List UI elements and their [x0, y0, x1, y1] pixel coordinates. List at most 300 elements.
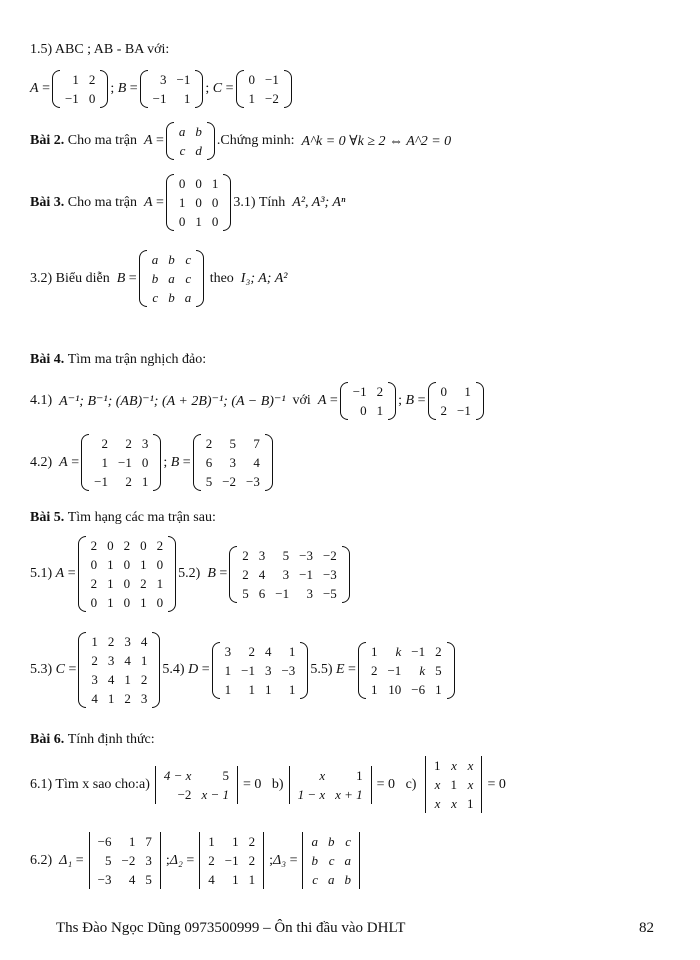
- matrix-cell: −1: [352, 384, 367, 399]
- matrix-cell: 1: [211, 176, 219, 191]
- matrix-cell: 4: [128, 872, 136, 887]
- matrix-cell: 1: [288, 681, 296, 697]
- matrix-cell: 0: [195, 195, 202, 210]
- matrix-cell: 1: [370, 681, 378, 697]
- exercise-5: [30, 510, 216, 526]
- matrix-cell: 1: [248, 681, 255, 697]
- exercise-5-3-to-5-5: 5.3) C = 1 2 3 4 2 3 4 1 3 4 1 2 4 1 2 3 5.4) D = 3 2 4 1 1 −1 3 −3 1 1 1 1 5.5) E = 1 k −1 2 2 −1 k 5 1 10 −6 1: [30, 632, 457, 708]
- matrix-row: [159, 785, 234, 804]
- determinant-bar-right: [371, 766, 372, 804]
- matrix-cells: [174, 122, 207, 160]
- matrix-cell: 2: [140, 672, 148, 687]
- matrix-cell: 4: [208, 872, 215, 887]
- matrix-bracket-right: [153, 434, 161, 491]
- matrix-cell: 2: [242, 566, 249, 582]
- exercise-3-1-text: 3.1) Tính: [233, 194, 286, 210]
- matrix-cell: 2: [208, 853, 215, 868]
- matrix-cell: 0: [178, 176, 186, 191]
- matrix-cell: 2: [125, 474, 132, 489]
- matrix-cell: 1: [124, 672, 131, 687]
- matrix-cell: 3: [107, 653, 115, 668]
- matrix-cell: 0: [440, 384, 447, 399]
- matrix-cell: −1: [265, 72, 279, 87]
- matrix-cell: 1: [107, 595, 114, 610]
- matrix-bracket-right: [168, 536, 176, 612]
- delta-2-name: Δ₂: [169, 852, 183, 868]
- determinant-bar-left: [425, 756, 426, 813]
- matrix-row: [174, 122, 207, 141]
- matrix-cell: 2: [124, 691, 131, 706]
- matrix-cell: x − 1: [201, 786, 229, 802]
- matrix-D-5-4: [212, 642, 309, 699]
- matrix-cell: 2: [123, 538, 131, 553]
- matrix-bracket-right: [300, 642, 308, 699]
- determinant-delta-1: [86, 832, 164, 889]
- matrix-cell: 2: [248, 853, 256, 868]
- exercise-6-1: [30, 756, 506, 813]
- exercise-1-5-matrices: A = 1 2 −1 0 ; B = 3 −1 −1 1 ; C = 0 −1 1 −2: [30, 70, 294, 108]
- matrix-row: [60, 70, 100, 89]
- matrix-bracket-right: [265, 434, 273, 491]
- matrix-cell: −1: [224, 853, 239, 868]
- matrix-row: [306, 870, 356, 889]
- matrix-cell: 2: [205, 436, 213, 451]
- matrix-row: [429, 775, 479, 794]
- matrix-cell: 2: [88, 72, 96, 87]
- matrix-cell: 1: [156, 576, 164, 591]
- matrix-cell: 3: [141, 436, 149, 451]
- matrix-E-5-5: [358, 642, 455, 699]
- matrix-cell: 2: [248, 834, 256, 849]
- matrix-bracket-left: [229, 546, 237, 603]
- equals-zero-b: = 0: [376, 776, 396, 792]
- matrix-row: [220, 642, 301, 661]
- matrix-cell: −1: [457, 403, 471, 418]
- matrix-row: [60, 89, 100, 108]
- matrix-C-5-3: [78, 632, 160, 708]
- matrix-cell: −1: [94, 474, 108, 489]
- matrix-cell: 7: [145, 834, 152, 849]
- matrix-cell: −2: [177, 786, 192, 802]
- matrix-row: [306, 851, 356, 870]
- matrix-bracket-right: [100, 70, 108, 108]
- matrix-cell: 3: [145, 853, 152, 868]
- matrix-cell: x: [319, 767, 326, 783]
- exercise-2-text: Cho ma trận: [67, 133, 137, 148]
- matrix-cell: 1: [183, 91, 191, 106]
- equals-zero-a: = 0: [242, 776, 262, 792]
- exercise-3-1-powers: A², A³; Aⁿ: [292, 194, 346, 210]
- matrix-bracket-left: [139, 250, 147, 307]
- matrix-cells: [306, 832, 356, 889]
- matrix-cell: 0: [211, 214, 219, 229]
- matrix-cell: −1: [64, 91, 79, 106]
- matrix-cell: 3: [124, 634, 131, 649]
- matrix-cells: [244, 70, 284, 108]
- matrix-cell: 5: [242, 585, 249, 601]
- matrix-cell: a: [151, 252, 159, 267]
- matrix-cell: 3: [282, 566, 290, 582]
- matrix-bracket-left: [81, 434, 89, 491]
- matrix-cell: 4: [264, 643, 272, 659]
- exercise-2-claim: .Chứng minh:: [216, 133, 295, 148]
- matrix-cell: 5: [222, 767, 229, 783]
- matrix-row: [147, 250, 197, 269]
- matrix-cell: −1: [241, 662, 255, 678]
- exercise-3-2-expr: I₃; A; A²: [240, 270, 288, 286]
- matrix-cell: 2: [101, 436, 108, 451]
- matrix-cell: a: [168, 271, 175, 286]
- exercise-4: [30, 352, 206, 368]
- matrix-cell: 6: [205, 455, 213, 470]
- determinant-bar-right: [263, 832, 264, 889]
- matrix-cell: a: [327, 872, 335, 887]
- matrix-cell: a: [184, 290, 192, 305]
- matrix-cell: 2: [248, 643, 255, 659]
- matrix-cell: c: [345, 834, 351, 849]
- matrix-row: [348, 382, 388, 401]
- matrix-cell: x: [434, 777, 441, 792]
- matrix-A-4-2: [81, 434, 161, 491]
- matrix-cells: [348, 382, 388, 420]
- matrix-row: [86, 632, 152, 651]
- matrix-row: [86, 670, 152, 689]
- matrix-cells: [220, 642, 301, 699]
- exercise-4-1-voi: với: [292, 393, 311, 408]
- determinant-bar-right: [160, 832, 161, 889]
- determinant-delta-3: [299, 832, 363, 889]
- matrix-cell: 2: [125, 436, 132, 451]
- matrix-cell: b: [168, 252, 175, 267]
- matrix-cell: 0: [140, 538, 147, 553]
- delta-1-name: Δ₁: [59, 852, 73, 868]
- exercise-5-title: Bài 5.: [30, 510, 65, 525]
- matrix-cell: b: [311, 853, 318, 868]
- matrix-row: [436, 401, 476, 420]
- matrix-bracket-left: [166, 174, 174, 231]
- matrix-row: [93, 870, 157, 889]
- matrix-cell: 1: [464, 384, 471, 399]
- matrix-cells: [436, 382, 476, 420]
- exercise-6: [30, 732, 155, 748]
- matrix-cell: 3: [229, 455, 237, 470]
- matrix-cell: k: [419, 662, 426, 678]
- matrix-cell: 1: [433, 758, 441, 773]
- matrix-cell: 1: [248, 91, 255, 106]
- exercise-1-5-heading: [30, 42, 169, 58]
- matrix-cell: 3: [91, 672, 98, 687]
- exercise-2-title: Bài 2.: [30, 133, 65, 148]
- matrix-cells: [293, 766, 368, 804]
- matrix-cell: 1: [107, 576, 114, 591]
- matrix-A-4-1: [340, 382, 396, 420]
- matrix-row: [220, 661, 301, 680]
- matrix-cell: x: [467, 777, 474, 792]
- matrix-cell: 1: [208, 834, 215, 849]
- matrix-row: [366, 661, 447, 680]
- page-footer: Ths Đào Ngọc Dũng 0973500999 – Ôn thi đầu vào DHLT: [56, 920, 406, 936]
- matrix-row: [93, 832, 157, 851]
- exercise-4-text: Tìm ma trận nghịch đảo:: [67, 352, 207, 367]
- matrix-cell: b: [168, 290, 175, 305]
- matrix-bracket-right: [152, 632, 160, 708]
- matrix-cell: 1: [140, 557, 147, 572]
- matrix-cell: 2: [156, 538, 164, 553]
- matrix-cells: [159, 766, 234, 804]
- matrix-row: [93, 851, 157, 870]
- matrix-row: [201, 472, 265, 491]
- matrix-cell: 2: [107, 634, 115, 649]
- matrix-cell: 4: [140, 634, 148, 649]
- matrix-cell: c: [185, 252, 192, 267]
- matrix-cell: 0: [107, 538, 114, 553]
- matrix-row: [244, 70, 284, 89]
- matrix-cell: 7: [253, 436, 260, 451]
- exercise-6-title: Bài 6.: [30, 732, 65, 747]
- matrix-cells: [86, 632, 152, 708]
- matrix-cells: [147, 250, 197, 307]
- matrix-A-2: [166, 122, 215, 160]
- matrix-cell: 0: [248, 72, 255, 87]
- matrix-cell: k: [395, 643, 402, 659]
- matrix-cell: 1: [178, 195, 186, 210]
- exercise-3-2-theo: theo: [209, 270, 234, 286]
- matrix-bracket-right: [207, 122, 215, 160]
- matrix-cell: 4: [253, 455, 260, 470]
- matrix-cell: −3: [322, 566, 337, 582]
- matrix-cell: b: [195, 124, 202, 139]
- matrix-B-3-2: [139, 250, 205, 307]
- matrix-row: [89, 434, 153, 453]
- matrix-cell: −1: [275, 585, 290, 601]
- matrix-cell: 1: [435, 681, 442, 697]
- matrix-cells: [86, 536, 169, 612]
- exercise-4-title: Bài 4.: [30, 352, 65, 367]
- matrix-cell: c: [328, 853, 335, 868]
- matrix-cell: d: [195, 143, 202, 158]
- matrix-cell: c: [312, 872, 318, 887]
- matrix-row: [86, 555, 169, 574]
- matrix-cell: a: [311, 834, 318, 849]
- matrix-cell: 0: [156, 557, 164, 572]
- matrix-cell: −3: [281, 662, 296, 678]
- matrix-cells: [366, 642, 447, 699]
- matrix-cell: 0: [90, 595, 98, 610]
- matrix-bracket-left: [52, 70, 60, 108]
- exercise-4-1-label: 4.1): [30, 393, 53, 408]
- exercise-6-text: Tính định thức:: [67, 732, 155, 747]
- matrix-cell: −3: [97, 872, 112, 887]
- matrix-bracket-right: [223, 174, 231, 231]
- matrix-row: [148, 89, 196, 108]
- exercise-4-1-expr: A⁻¹; B⁻¹; (AB)⁻¹; (A + 2B)⁻¹; (A − B)⁻¹: [59, 393, 286, 409]
- determinant-bar-left: [302, 832, 303, 889]
- exercise-5-3-label: 5.3): [30, 662, 53, 677]
- determinant-bar-left: [199, 832, 200, 889]
- matrix-cell: 2: [440, 403, 447, 418]
- matrix-cells: [237, 546, 342, 603]
- matrix-row: [293, 766, 368, 785]
- matrix-bracket-left: [340, 382, 348, 420]
- matrix-cell: 2: [91, 653, 98, 668]
- determinant-6-1-b: [286, 766, 375, 804]
- matrix-cells: [89, 434, 153, 491]
- matrix-cell: 2: [370, 662, 378, 678]
- matrix-cell: 1: [356, 767, 363, 783]
- matrix-row: [429, 794, 479, 813]
- matrix-bracket-right: [196, 250, 204, 307]
- matrix-row: [366, 642, 447, 661]
- matrix-cell: 1: [128, 834, 136, 849]
- matrix-B-4-1: [428, 382, 484, 420]
- exercise-4-2: 4.2) A = 2 2 3 1 −1 0 −1 2 1 ; B = 2 5 7 6 3 4 5 −2 −3: [30, 434, 275, 491]
- matrix-cell: x: [451, 796, 457, 811]
- matrix-B-4-2: [193, 434, 273, 491]
- matrix-cell: 2: [242, 547, 249, 563]
- matrix-bracket-right: [447, 642, 455, 699]
- matrix-cell: 3: [140, 691, 148, 706]
- exercise-5-1: 5.1) A = 2 0 2 0 2 0 1 0 1 0 2 1 0 2 1 0 1 0 1 0 5.2) B = 2 3 5 −3 −2 2 4 3 −1 −3 5 6 −1 3 −5: [30, 536, 352, 612]
- matrix-row: [86, 593, 169, 612]
- matrix-bracket-left: [358, 642, 366, 699]
- delta-3-name: Δ₃: [272, 852, 287, 868]
- matrix-cell: 1: [248, 872, 256, 887]
- matrix-cells: [93, 832, 157, 889]
- matrix-cell: 2: [90, 538, 98, 553]
- matrix-row: [147, 288, 197, 307]
- determinant-bar-right: [359, 832, 360, 889]
- exercise-6-2: 6.2) Δ₁ = −6 1 7 5 −2 3 −3 4 5 ; Δ₂ = 1 1 2 2 −1 2 4 1 1 ; Δ₃ = a b c b c a c a b: [30, 832, 365, 889]
- matrix-cell: b: [151, 271, 159, 286]
- matrix-bracket-left: [166, 122, 174, 160]
- matrix-cell: 1: [466, 796, 474, 811]
- matrix-cell: 0: [141, 455, 149, 470]
- matrix-row: [174, 212, 224, 231]
- exercise-5-1-label: 5.1): [30, 566, 53, 581]
- matrix-cell: 3: [160, 72, 167, 87]
- matrix-row: [429, 756, 479, 775]
- matrix-cell: 1: [264, 681, 272, 697]
- matrix-cell: 0: [88, 91, 96, 106]
- matrix-row: [306, 832, 356, 851]
- matrix-cell: b: [344, 872, 351, 887]
- exercise-6-2-label: 6.2): [30, 852, 53, 868]
- matrix-cell: 1: [72, 72, 79, 87]
- matrix-row: [293, 785, 368, 804]
- matrix-cells: [203, 832, 260, 889]
- matrix-bracket-right: [284, 70, 292, 108]
- matrix-cells: [148, 70, 196, 108]
- matrix-cell: 1: [376, 403, 384, 418]
- matrix-cell: 1: [141, 474, 149, 489]
- matrix-cell: 1: [370, 643, 378, 659]
- matrix-bracket-left: [140, 70, 148, 108]
- determinant-6-1-c: [422, 756, 486, 813]
- matrix-cells: [60, 70, 100, 108]
- matrix-row: [237, 565, 342, 584]
- matrix-cells: [429, 756, 479, 813]
- matrix-cell: 4 − x: [163, 767, 192, 783]
- matrix-cell: 1: [288, 643, 296, 659]
- matrix-B-1-5: [140, 70, 204, 108]
- matrix-cell: 2: [90, 576, 98, 591]
- exercise-6-1-c-label: c): [405, 776, 417, 792]
- matrix-row: [148, 70, 196, 89]
- exercise-5-4-label: 5.4): [162, 662, 185, 677]
- exercise-3-title: Bài 3.: [30, 194, 65, 210]
- matrix-cell: 1: [232, 834, 239, 849]
- matrix-cell: −2: [265, 91, 279, 106]
- matrix-bracket-left: [428, 382, 436, 420]
- matrix-cell: 1: [91, 634, 98, 649]
- matrix-cell: 5: [435, 662, 442, 678]
- matrix-cell: 4: [258, 566, 266, 582]
- matrix-bracket-left: [212, 642, 220, 699]
- matrix-cell: 1: [224, 662, 232, 678]
- matrix-cell: 2: [140, 576, 147, 591]
- matrix-cell: −3: [299, 547, 313, 563]
- matrix-row: [174, 174, 224, 193]
- exercise-3: Bài 3. Cho ma trận A = 0 0 1 1 0 0 0 1 0 3.1) Tính A², A³; Aⁿ: [30, 176, 346, 229]
- matrix-cell: 0: [195, 176, 202, 191]
- matrix-bracket-left: [236, 70, 244, 108]
- exercise-5-text: Tìm hạng các ma trận sau:: [67, 510, 216, 525]
- page-number: 82: [639, 920, 654, 936]
- matrix-cell: −1: [387, 662, 402, 678]
- equals-zero-c: = 0: [487, 776, 506, 792]
- matrix-cell: 1: [101, 455, 108, 470]
- matrix-cell: 0: [123, 557, 131, 572]
- matrix-A-1-5: [52, 70, 108, 108]
- matrix-row: [201, 434, 265, 453]
- matrix-row: [86, 651, 152, 670]
- exercise-1-5-text: 1.5) ABC ; AB - BA với:: [30, 42, 170, 57]
- matrix-row: [203, 832, 260, 851]
- matrix-row: [436, 382, 476, 401]
- matrix-cell: x: [451, 758, 457, 773]
- matrix-cell: 5: [145, 872, 152, 887]
- exercise-2: Bài 2. Cho ma trận A = a b c d .Chứng minh: A^k = 0 ∀k ≥ 2 ⇔ A^2 = 0: [30, 124, 452, 158]
- matrix-cell: 0: [211, 195, 219, 210]
- matrix-cell: 2: [376, 384, 384, 399]
- matrix-cell: 1 − x: [297, 786, 326, 802]
- matrix-cell: 5: [105, 853, 112, 868]
- matrix-bracket-left: [78, 632, 86, 708]
- matrix-cell: −1: [152, 91, 167, 106]
- matrix-row: [348, 401, 388, 420]
- matrix-cell: −1: [117, 455, 132, 470]
- exercise-5-2-label: 5.2): [178, 566, 201, 581]
- matrix-row: [86, 536, 169, 555]
- matrix-bracket-left: [78, 536, 86, 612]
- determinant-bar-right: [237, 766, 238, 804]
- matrix-cell: 0: [90, 557, 98, 572]
- matrix-cell: 3: [264, 662, 272, 678]
- matrix-cell: −2: [222, 474, 237, 489]
- matrix-cell: c: [185, 271, 192, 286]
- matrix-A-5-1: [78, 536, 177, 612]
- matrix-cell: −6: [411, 681, 426, 697]
- matrix-cell: −6: [97, 834, 112, 849]
- matrix-cell: 1: [195, 214, 202, 229]
- matrix-row: [220, 680, 301, 699]
- matrix-cell: −1: [299, 566, 313, 582]
- matrix-cell: 5: [205, 474, 213, 489]
- matrix-cell: 1: [140, 595, 147, 610]
- matrix-cell: 3: [224, 643, 232, 659]
- matrix-cell: 3: [306, 585, 313, 601]
- matrix-cell: 3: [258, 547, 266, 563]
